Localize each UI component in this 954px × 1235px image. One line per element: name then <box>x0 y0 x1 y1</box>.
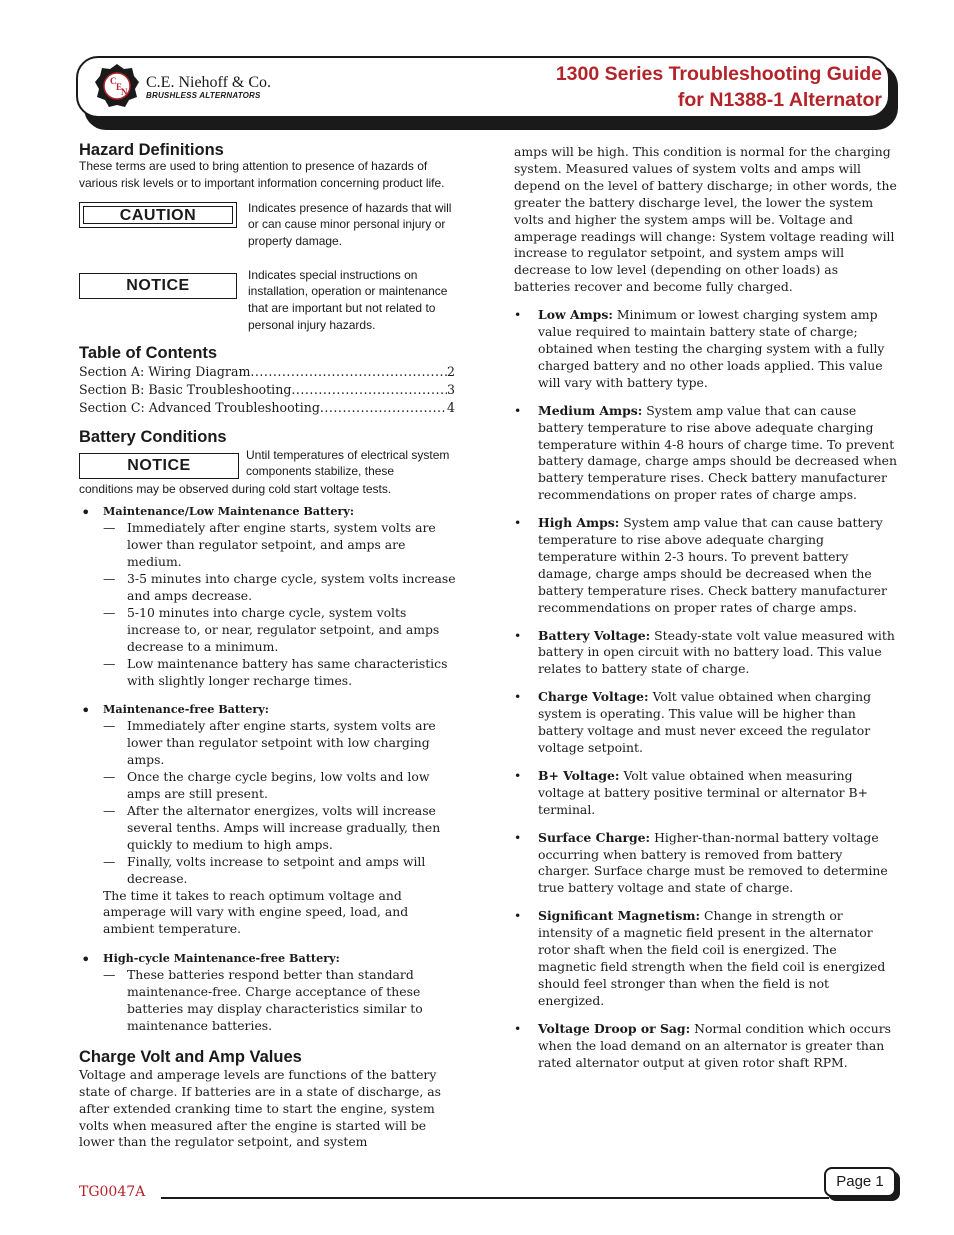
definition-text: Higher-than-normal battery voltage occurring when battery is removed from battery charger. Surface charge must be removed to determine true battery voltage and state of charge. <box>538 829 888 896</box>
battery-step: — Immediately after engine starts, system volts are lower than regulator setpoint, and amps are medium. <box>103 520 436 570</box>
document-title-line2: for N1388-1 Alternator <box>677 89 882 111</box>
toc-list <box>79 363 455 417</box>
battery-step: — After the alternator energizes, volts will increase several tenths. Amps will increase gradually, then quickly to medium to high amps. <box>103 802 441 852</box>
caution-description: Indicates presence of hazards that will or can cause minor personal injury or property damage. <box>248 200 452 249</box>
bullet-icon: • <box>514 1020 522 1036</box>
toc-item-label: Section C: Advanced Troubleshooting <box>79 399 320 415</box>
company-name: C.E. Niehoff & Co. <box>146 74 272 91</box>
battery-step: — 3-5 minutes into charge cycle, system volts increase and amps decrease. <box>103 571 456 604</box>
battery-step: — Low maintenance battery has same characteristics with slightly longer recharge times. <box>103 655 448 688</box>
battery-step: — Immediately after engine starts, system volts are lower than regulator setpoint with low charging amps. <box>103 718 436 768</box>
caution-row <box>79 200 463 264</box>
toc-item-page: 4 <box>446 399 455 415</box>
bullet-icon: • <box>81 701 91 721</box>
definition-text: Change in strength or intensity of a magnetic field present in the alternator rotor shaft when the field coil is energized. The magnetic field strength when the field coil is energized should feel stronger than when the field is not energized. <box>538 908 886 1008</box>
definition-term: Surface Charge: <box>538 829 651 845</box>
svg-text:N: N <box>121 87 128 97</box>
notice-box <box>79 273 237 299</box>
svg-text:C: C <box>110 76 117 86</box>
battery-heading: Battery Conditions <box>79 427 227 446</box>
company-logo-icon <box>94 62 140 112</box>
battery-notice-label: NOTICE <box>127 456 191 474</box>
definition-term: Battery Voltage: <box>538 627 651 643</box>
page-number-badge: Page 1 <box>824 1167 896 1197</box>
toc-leader <box>291 381 447 399</box>
definition-term: Medium Amps: <box>538 402 643 418</box>
bullet-icon: • <box>514 767 522 783</box>
definition-term: Voltage Droop or Sag: <box>538 1020 691 1036</box>
bullet-icon: • <box>514 908 522 924</box>
definition-item <box>514 307 898 392</box>
bullet-icon: • <box>81 503 91 523</box>
definition-item <box>514 403 898 504</box>
caution-box <box>79 202 237 228</box>
toc-item[interactable] <box>79 381 455 399</box>
definition-item <box>514 628 898 679</box>
battery-group <box>79 950 463 1035</box>
hazard-heading: Hazard Definitions <box>79 141 224 159</box>
right-column <box>514 144 898 1082</box>
notice-row <box>79 267 463 339</box>
definition-text: Volt value obtained when measuring voltage at battery positive terminal or alternator B+ terminal. <box>538 767 868 817</box>
svg-text:E: E <box>116 82 123 92</box>
document-title-line1: 1300 Series Troubleshooting Guide <box>555 63 882 85</box>
battery-step: — 5-10 minutes into charge cycle, system volts increase to, or near, regulator setpoint, and amps decrease to a minimum. <box>103 604 440 654</box>
bullet-icon: • <box>514 627 522 643</box>
charge-paragraph: Voltage and amperage levels are functions of the battery state of charge. If batteries are in a state of discharge, as after extended cranking time to start the engine, system volts when measured after the engine is started will be lower than the regulator setpoint, and system <box>79 1066 441 1150</box>
toc-leader <box>250 363 447 381</box>
battery-group-title: Maintenance-free Battery: <box>103 702 269 717</box>
footer-rule <box>161 1197 829 1199</box>
notice-label: NOTICE <box>126 276 190 294</box>
bullet-icon: • <box>514 307 522 323</box>
definition-item <box>514 689 898 757</box>
left-column <box>79 140 463 1151</box>
battery-group-title: High-cycle Maintenance-free Battery: <box>103 951 340 966</box>
bullet-icon: • <box>81 950 91 970</box>
definition-text: System amp value that can cause battery temperature to rise above adequate charging temperature within 2-3 hours. To prevent battery damage, charge amps should be decreased when the battery temperature rises. Check battery manufacturer recommendations on proper rates of charge amps. <box>538 515 887 615</box>
definition-term: High Amps: <box>538 515 620 531</box>
charge-paragraph-continued: amps will be high. This condition is normal for the charging system. Measured values of system volts and amps will depend on the level of battery discharge; in other words, the greater the battery discharge level, the lower the system volts and higher the system amps will be. Voltage and amperage readings will change: System voltage reading will increase to regulator setpoint, and system amps will decrease to low level (depending on other loads) as batteries recover and become fully charged. <box>514 144 897 295</box>
battery-group-title: Maintenance/Low Maintenance Battery: <box>103 504 355 519</box>
toc-item-page: 3 <box>446 381 455 397</box>
battery-notice-continued: conditions may be observed during cold start voltage tests. <box>79 481 392 496</box>
battery-notice <box>79 449 463 489</box>
notice-description: Indicates special instructions on installation, operation or maintenance that are important but not related to personal injury hazards. <box>248 267 448 332</box>
definition-item <box>514 830 898 898</box>
battery-notice-text: Until temperatures of electrical system components stabilize, these <box>246 447 450 479</box>
charge-heading: Charge Volt and Amp Values <box>79 1047 302 1066</box>
toc-item-page: 2 <box>446 363 455 379</box>
definition-item <box>514 908 898 1009</box>
document-code: TG0047A <box>79 1184 146 1200</box>
toc-item-label: Section A: Wiring Diagram <box>79 363 251 379</box>
definition-item <box>514 768 898 819</box>
definition-text: System amp value that can cause battery temperature to rise above adequate charging temperature within 4-8 hours of charge time. To prevent battery damage, charge amps should be decreased when battery temperature rises. Check battery manufacturer recommendations on proper rates of charge amps. <box>538 402 897 503</box>
toc-item[interactable] <box>79 363 455 381</box>
definition-text: Volt value obtained when charging system is operating. This value will be higher than battery voltage and must never exceed the regulator voltage setpoint. <box>538 689 872 755</box>
battery-notice-box <box>79 453 239 479</box>
definition-text: Minimum or lowest charging system amp value required to maintain battery state of charge; obtained when testing the charging system with a fully charged battery and no other loads applied. This value will vary with battery type. <box>538 307 885 390</box>
caution-label: CAUTION <box>83 206 233 224</box>
battery-group <box>79 701 463 938</box>
toc-heading: Table of Contents <box>79 343 218 362</box>
battery-step: — Finally, volts increase to setpoint and amps will decrease. <box>103 853 426 886</box>
battery-group-note: The time it takes to reach optimum voltage and amperage will vary with engine speed, load, and ambient temperature. <box>103 887 409 937</box>
hazard-intro: These terms are used to bring attention to presence of hazards of various risk levels or to important information concerning product life. <box>79 159 445 190</box>
bullet-icon: • <box>514 402 522 418</box>
battery-group <box>79 503 463 689</box>
definition-item <box>514 1021 898 1072</box>
bullet-icon: • <box>514 515 522 531</box>
battery-step: — These batteries respond better than standard maintenance-free. Charge acceptance of these batteries may display characteristics similar to maintenance batteries. <box>103 967 423 1033</box>
definition-item <box>514 515 898 616</box>
battery-step: — Once the charge cycle begins, low volts and low amps are still present. <box>103 769 430 802</box>
definition-text: Steady-state volt value measured with battery in open circuit with no battery load. This value relates to battery state of charge. <box>538 627 895 677</box>
definition-term: Significant Magnetism: <box>538 908 701 924</box>
bullet-icon: • <box>514 829 522 845</box>
definition-term: Charge Voltage: <box>538 689 649 705</box>
definition-term: Low Amps: <box>538 307 613 323</box>
toc-item-label: Section B: Basic Troubleshooting <box>79 381 292 397</box>
toc-leader <box>320 399 447 417</box>
definition-text: Normal condition which occurs when the load demand on an alternator is greater than rated alternator output at given rotor shaft RPM. <box>538 1020 891 1070</box>
bullet-icon: • <box>514 689 522 705</box>
toc-item[interactable] <box>79 399 455 417</box>
definition-term: B+ Voltage: <box>538 767 620 783</box>
company-tagline: BRUSHLESS ALTERNATORS <box>146 91 261 100</box>
